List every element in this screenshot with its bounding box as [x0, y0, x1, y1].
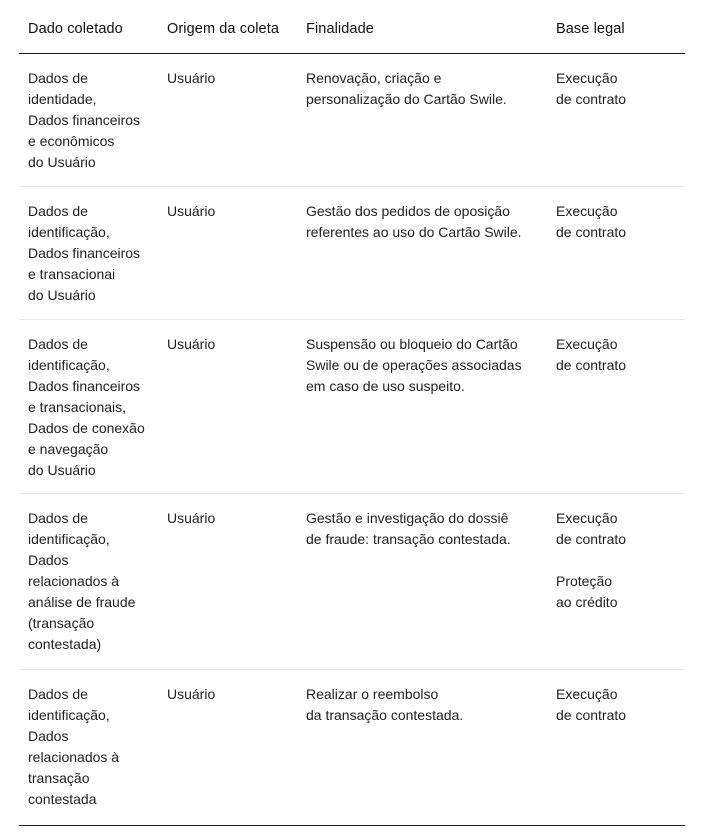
cell-origem: Usuário	[167, 510, 216, 526]
cell-origem: Usuário	[167, 686, 216, 702]
cell-dado: Dados de identificação, Dados financeiros e transacionais, Dados de conexão e navegação do Usuário	[28, 336, 145, 478]
header-base-legal: Base legal	[556, 21, 625, 37]
cell-finalidade: Renovação, criação e personalização do Cartão Swile.	[306, 70, 507, 107]
base-legal-text: Execução de contrato	[556, 510, 627, 547]
table-row	[19, 670, 685, 826]
cell-finalidade: Gestão dos pedidos de oposição referentes ao uso do Cartão Swile.	[306, 203, 522, 240]
cell-dado: Dados de identidade, Dados financeiros e econômicos do Usuário	[28, 70, 141, 170]
base-legal-text: Execução de contrato	[556, 70, 627, 107]
cell-finalidade: Suspensão ou bloqueio do Cartão Swile ou de operações associadas em caso de uso suspeito.	[306, 336, 522, 394]
data-processing-table	[19, 0, 685, 826]
cell-base-legal	[556, 334, 676, 376]
header-dado-coletado: Dado coletado	[28, 21, 123, 37]
cell-dado: Dados de identificação, Dados financeiros e transacionai do Usuário	[28, 203, 141, 303]
table-header	[19, 0, 685, 54]
cell-dado: Dados de identificação, Dados relacionados à análise de fraude (transação contestada)	[28, 510, 136, 652]
table-row	[19, 187, 685, 320]
table-row	[19, 320, 685, 494]
base-legal-secondary-text: Proteção ao crédito	[556, 573, 618, 610]
base-legal-text: Execução de contrato	[556, 686, 627, 723]
cell-origem: Usuário	[167, 70, 216, 86]
cell-base-legal	[556, 508, 676, 613]
cell-finalidade: Gestão e investigação do dossiê de fraude: transação contestada.	[306, 510, 511, 547]
cell-base-legal	[556, 684, 676, 726]
cell-origem: Usuário	[167, 203, 216, 219]
cell-dado: Dados de identificação, Dados relacionados à transação contestada	[28, 686, 120, 807]
cell-base-legal	[556, 201, 676, 243]
header-origem-coleta: Origem da coleta	[167, 21, 280, 37]
cell-finalidade: Realizar o reembolso da transação contestada.	[306, 686, 464, 723]
table-row	[19, 54, 685, 187]
table-row	[19, 494, 685, 670]
header-finalidade: Finalidade	[306, 21, 374, 37]
cell-base-legal	[556, 68, 676, 110]
base-legal-text: Execução de contrato	[556, 203, 627, 240]
base-legal-text: Execução de contrato	[556, 336, 627, 373]
cell-origem: Usuário	[167, 336, 216, 352]
